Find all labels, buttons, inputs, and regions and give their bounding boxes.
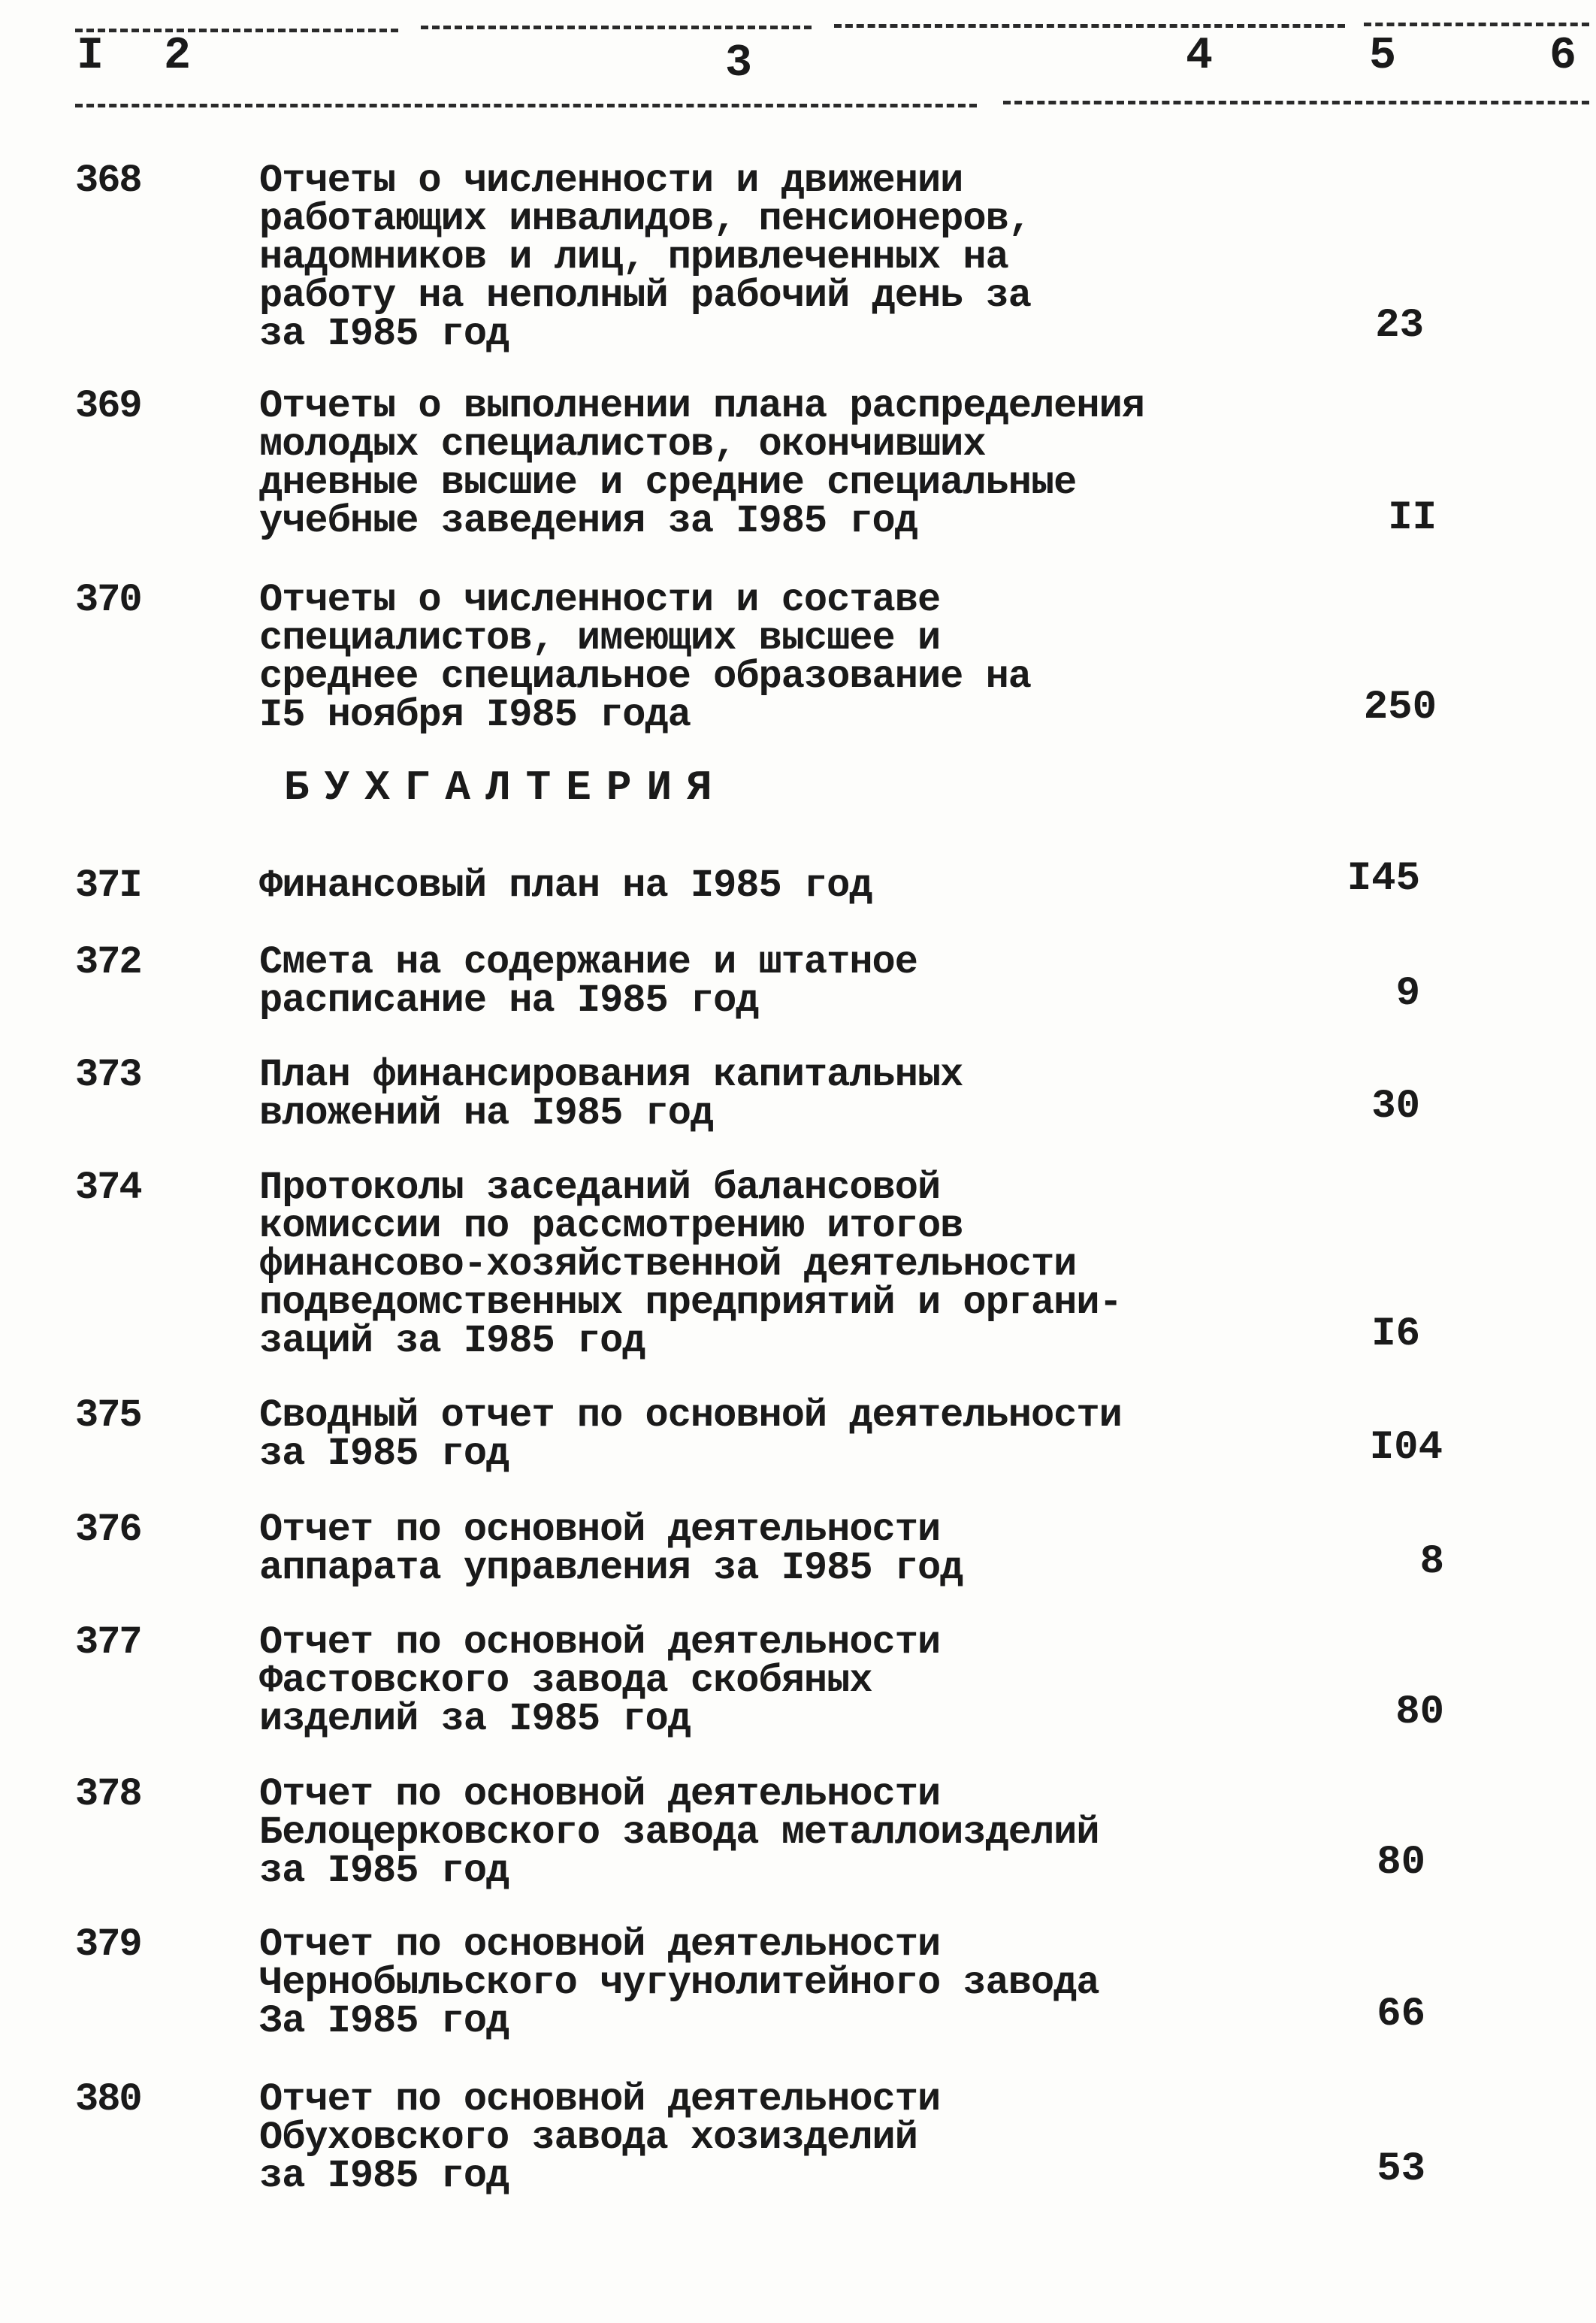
row-sheet-count: 23 (1375, 303, 1424, 349)
column-header-4: 4 (1186, 31, 1214, 82)
row-title: Финансовый план на I985 год (259, 864, 872, 908)
row-title: Отчеты о выполнении плана распределения молодых специалистов, окончивших дневные высшие и средние специальные учебные заведения за I985 год (259, 384, 1144, 543)
row-sheet-count: 250 (1363, 685, 1437, 730)
row-number: 376 (75, 1508, 141, 1552)
row-sheet-count: 80 (1377, 1840, 1425, 1886)
row-sheet-count: I6 (1371, 1311, 1420, 1357)
header-top-rule (1364, 23, 1589, 26)
header-bottom-rule (1003, 101, 1589, 104)
row-title: Отчеты о численности и движении работающих инвалидов, пенсионеров, надомников и лиц, привлеченных на работу на неполный рабочий день за за I985 год (259, 159, 1031, 356)
row-number: 37I (75, 864, 141, 908)
row-sheet-count: 80 (1395, 1689, 1444, 1735)
column-header-6: 6 (1549, 31, 1577, 82)
row-number: 372 (75, 940, 141, 985)
row-sheet-count: 53 (1377, 2146, 1425, 2192)
row-sheet-count: 30 (1371, 1084, 1420, 1130)
row-title: План финансирования капитальных вложений на I985 год (259, 1053, 963, 1136)
column-header-2: 2 (164, 31, 192, 82)
row-sheet-count: 66 (1377, 1992, 1425, 2037)
column-header-3: 3 (725, 38, 753, 89)
row-title: Отчет по основной деятельности аппарата управления за I985 год (259, 1508, 963, 1590)
row-title: Отчет по основной деятельности Фастовского завода скобяных изделий за I985 год (259, 1620, 941, 1741)
row-number: 370 (75, 578, 141, 622)
row-number: 373 (75, 1053, 141, 1097)
row-title: Отчет по основной деятельности Белоцерковского завода металлоизделий за I985 год (259, 1772, 1099, 1893)
row-number: 379 (75, 1922, 141, 1967)
row-number: 368 (75, 159, 141, 203)
header-top-rule (75, 29, 398, 32)
row-title: Протоколы заседаний балансовой комиссии по рассмотрению итогов финансово-хозяйственной деятельности подведомственных предприятий и органи- заций за I985 год (259, 1166, 1122, 1363)
row-sheet-count: 8 (1419, 1539, 1444, 1585)
row-number: 374 (75, 1166, 141, 1210)
row-sheet-count: I45 (1347, 856, 1420, 902)
header-top-rule (834, 24, 1345, 28)
row-number: 380 (75, 2077, 141, 2122)
row-number: 377 (75, 1620, 141, 1665)
row-sheet-count: 9 (1395, 971, 1420, 1017)
row-title: Сводный отчет по основной деятельности за I985 год (259, 1393, 1122, 1476)
column-header-1: I (77, 31, 104, 82)
column-header-5: 5 (1369, 31, 1397, 82)
row-number: 369 (75, 384, 141, 428)
section-heading: БУХГАЛТЕРИЯ (284, 764, 727, 812)
header-bottom-rule (75, 104, 977, 107)
row-title: Отчеты о численности и составе специалистов, имеющих высшее и среднее специальное образование на I5 ноября I985 года (259, 578, 1031, 737)
row-sheet-count: I04 (1369, 1425, 1443, 1471)
row-title: Смета на содержание и штатное расписание на I985 год (259, 940, 917, 1023)
row-sheet-count: II (1388, 495, 1437, 541)
row-title: Отчет по основной деятельности Обуховского завода хозизделий за I985 год (259, 2077, 941, 2198)
row-title: Отчет по основной деятельности Чернобыльского чугунолитейного завода За I985 год (259, 1922, 1099, 2043)
row-number: 378 (75, 1772, 141, 1816)
row-number: 375 (75, 1393, 141, 1438)
header-top-rule (421, 26, 812, 29)
